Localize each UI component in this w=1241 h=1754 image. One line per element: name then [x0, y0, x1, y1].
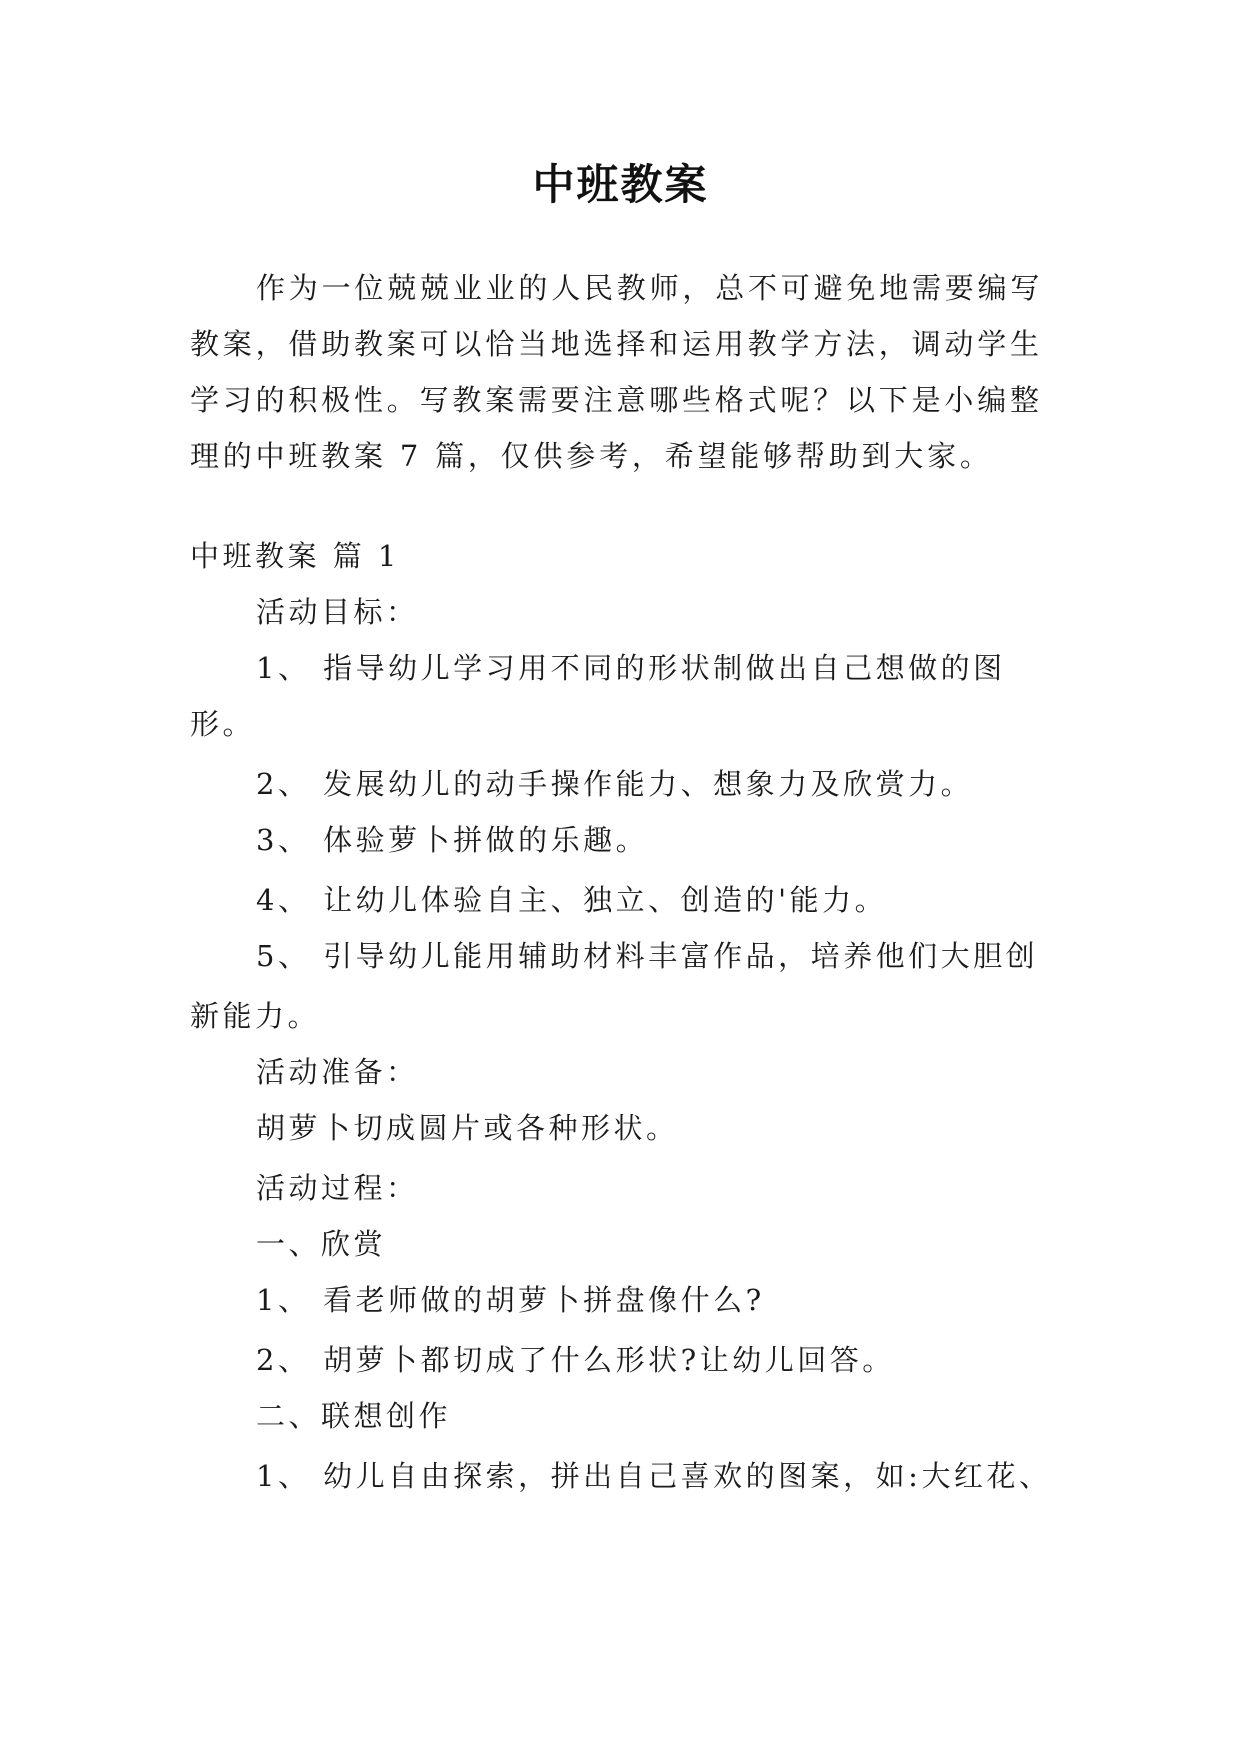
section-heading: 中班教案 篇 1 — [190, 539, 400, 573]
intro-line-3: 学习的积极性。写教案需要注意哪些格式呢？以下是小编整 — [190, 383, 1043, 417]
body-line-8: 新能力。 — [190, 999, 321, 1033]
body-line-16: 1、 幼儿自由探索，拼出自己喜欢的图案，如:大红花、 — [256, 1459, 1052, 1493]
body-line-2: 1、 指导幼儿学习用不同的形状制做出自己想做的图 — [256, 651, 1006, 685]
body-line-7: 5、 引导幼儿能用辅助材料丰富作品，培养他们大胆创 — [256, 939, 1039, 973]
body-line-9: 活动准备： — [256, 1055, 419, 1089]
body-line-15: 二、联想创作 — [256, 1399, 452, 1433]
body-line-6: 4、 让幼儿体验自主、独立、创造的'能力。 — [256, 883, 888, 917]
intro-line-1: 作为一位兢兢业业的人民教师，总不可避免地需要编写 — [256, 271, 1044, 305]
body-line-4: 2、 发展幼儿的动手操作能力、想象力及欣赏力。 — [256, 767, 974, 801]
intro-line-4: 理的中班教案 7 篇，仅供参考，希望能够帮助到大家。 — [190, 439, 993, 473]
body-line-5: 3、 体验萝卜拼做的乐趣。 — [256, 823, 649, 857]
body-line-1: 活动目标： — [256, 595, 419, 629]
body-line-14: 2、 胡萝卜都切成了什么形状?让幼儿回答。 — [256, 1343, 895, 1377]
page-title: 中班教案 — [532, 160, 709, 209]
intro-line-2: 教案，借助教案可以恰当地选择和运用教学方法，调动学生 — [190, 327, 1043, 361]
body-line-13: 1、 看老师做的胡萝卜拼盘像什么? — [256, 1283, 765, 1317]
body-line-12: 一、欣赏 — [256, 1227, 387, 1261]
body-line-10: 胡萝卜切成圆片或各种形状。 — [256, 1111, 679, 1145]
body-line-3: 形。 — [190, 707, 256, 741]
body-line-11: 活动过程： — [256, 1171, 419, 1205]
